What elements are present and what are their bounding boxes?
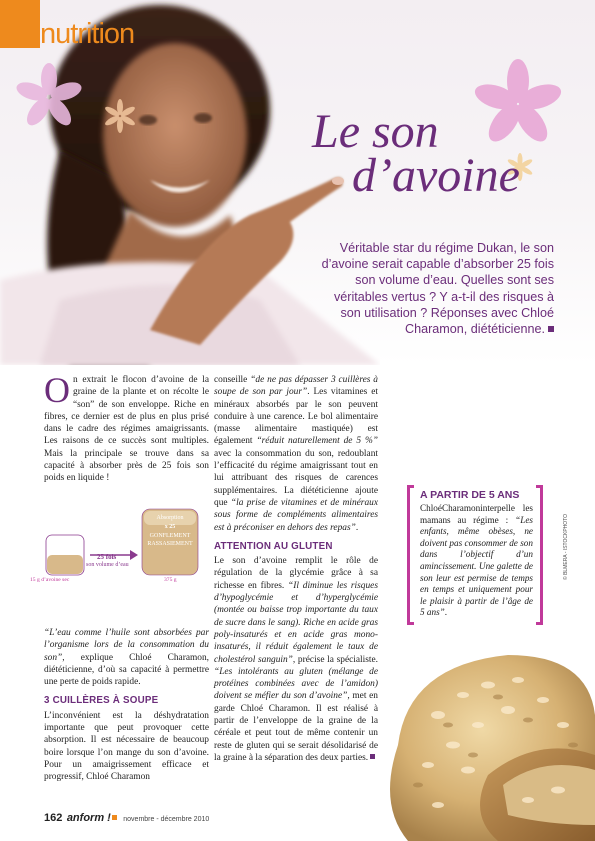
sidebar-box — [407, 485, 543, 625]
body-column-1-continued — [44, 627, 209, 784]
advice-paragraph — [214, 374, 378, 534]
quote-run: “la prise de vitamines et de minéraux sous forme de compléments alimentaires est à préconiser en dehors des repas” — [214, 497, 378, 533]
text-run: conseille — [214, 375, 251, 385]
quote-run: “Les intolérants au gluten (mélange de protéines combinées avec de l’amidon) doivent se méfier du son d’avoine” — [214, 666, 378, 702]
label-dry-oat: 15 g d’avoine sec — [30, 577, 70, 583]
intro-text: n extrait le flocon d’avoine de la graine de la plante et on récolte le “son” de son enveloppe. Riche en fibres, ce dernier est de plus en plus prisé dans le cadre des régimes amaigrissants. Les raisons de ce succès sont multiples. Mais la principale se trouve dans sa capacité à absorber près de 25 fois son poids en liquide ! — [44, 375, 209, 484]
subhead-spoons: 3 CUILLÈRES À SOUPE — [44, 695, 159, 707]
text-run: Le son d’avoine remplit le rôle de régulation de la glycémie grâce à sa richesse en fibres. — [214, 556, 378, 591]
lead-text: Véritable star du régime Dukan, le son d’avoine serait capable d’absorber 25 fois son volume d’eau. Quelles sont ses véritables vertus ? Y a-t-il des risques à son utilisation ? Réponses avec Chloé Charamon, diététicienne. — [321, 241, 554, 337]
text-run: avec la consommation du son, redoublant l’efficacité du régime amaigrissant tout en lui attribuant des risques de carences supplémentaires. La diététicienne ajoute que — [214, 448, 378, 508]
arrow-label-times: 25 fois — [97, 553, 117, 561]
magazine-name: anform ! — [66, 812, 111, 824]
jar-label-x25: x 25 — [164, 524, 176, 530]
flower-icon — [14, 62, 84, 132]
jar-label-swelling: GONFLEMENT — [149, 533, 191, 539]
text-run: . — [355, 522, 359, 533]
page-footer — [44, 808, 209, 826]
text-run: . Les vitamines et minéraux absorbés par le son peuvent conduire à une carence. Le bol alimentaire (masse alimentaire mastiquée) est également — [214, 387, 378, 447]
article-title-line1: Le son — [312, 105, 439, 158]
text-run: , précise la spécialiste. — [292, 654, 379, 665]
lead-paragraph — [318, 240, 554, 337]
end-square-icon — [548, 326, 554, 332]
text-run: . — [444, 607, 448, 618]
jar-label-satiety: RASSASIEMENT — [147, 541, 193, 547]
label-weight: 375 g — [164, 577, 177, 583]
arrow-label-volume: son volume d’eau — [86, 562, 129, 568]
body-column-1 — [44, 370, 209, 485]
end-square-icon — [370, 754, 375, 759]
flower-icon — [472, 58, 564, 150]
drop-cap: O — [44, 370, 70, 410]
subhead-gluten: ATTENTION AU GLUTEN — [214, 540, 333, 552]
quote-run: “Les enfants, même obèses, ne doivent pas consommer de son dans l’objectif d’un amincissement. Une galette de son leur est permise de temps en temps et uniquement pour le plaisir à partir de l’âge de 5 ans” — [420, 514, 533, 618]
square-icon — [112, 815, 117, 820]
hero-banner — [0, 0, 595, 365]
section-tab — [0, 0, 40, 48]
bracket-right — [536, 485, 543, 625]
quote-paragraph — [44, 627, 209, 688]
section-label: nutrition — [40, 18, 135, 50]
page-number: 162 — [44, 812, 63, 824]
article-title-line2: d’avoine — [352, 149, 520, 202]
absorption-illustration — [28, 493, 206, 591]
issue-date: novembre - décembre 2010 — [123, 816, 210, 823]
quote-follow: , explique Chloé Charamon, diététicienne, d’où sa capacité à permettre une perte de poids rapide. — [44, 652, 209, 688]
intro-paragraph — [44, 370, 209, 485]
bracket-left — [407, 485, 414, 625]
gluten-paragraph — [214, 555, 378, 764]
spoons-paragraph: L’inconvénient est la déshydratation importante que peut provoquer cette absorption. Il est nécessaire de beaucoup boire lorsque l’on mange du son d’avoine. Pour un amaigrissement efficace et progressif, Chloé Charamon — [44, 710, 209, 783]
jar-label-absorption: Absorption — [156, 515, 184, 521]
text-run: , met en garde Chloé Charamon. Il est réalisé à partir de l’enveloppe de la graine de la céréale et peut tout de même contenir un reste de gluten qui se serait désolidarisé de la graine à la séparation des deux parties. — [214, 691, 378, 763]
quote-run: “réduit naturellement de 5 %” — [256, 436, 378, 447]
sidebar-text — [420, 503, 533, 619]
photo-credit: © BLMERA - ISTOCKPHOTO — [563, 513, 569, 580]
sidebar-title: A PARTIR DE 5 ANS — [420, 489, 520, 501]
oat-flakes-photo — [378, 625, 595, 841]
quote-run: “de ne pas dépasser 3 cuillères à soupe de son par jour” — [214, 375, 378, 398]
quote-run: “Il diminue les risques d’hypoglycémie et d’hyperglycémie (montée ou baisse trop importante du taux de sucre dans le sang). Riche en acide gras poly-insaturés et en acide gras mono-insaturés, il réduit également le taux de cholestérol sanguin” — [214, 580, 378, 665]
text-run: ChloéCharamoninterpelle les mamans au régime : — [420, 503, 533, 525]
body-column-2 — [214, 374, 378, 764]
quote-text: “L’eau comme l’huile sont absorbées par l’organisme lors de la consommation du son” — [44, 628, 209, 663]
flower-icon — [102, 98, 138, 134]
